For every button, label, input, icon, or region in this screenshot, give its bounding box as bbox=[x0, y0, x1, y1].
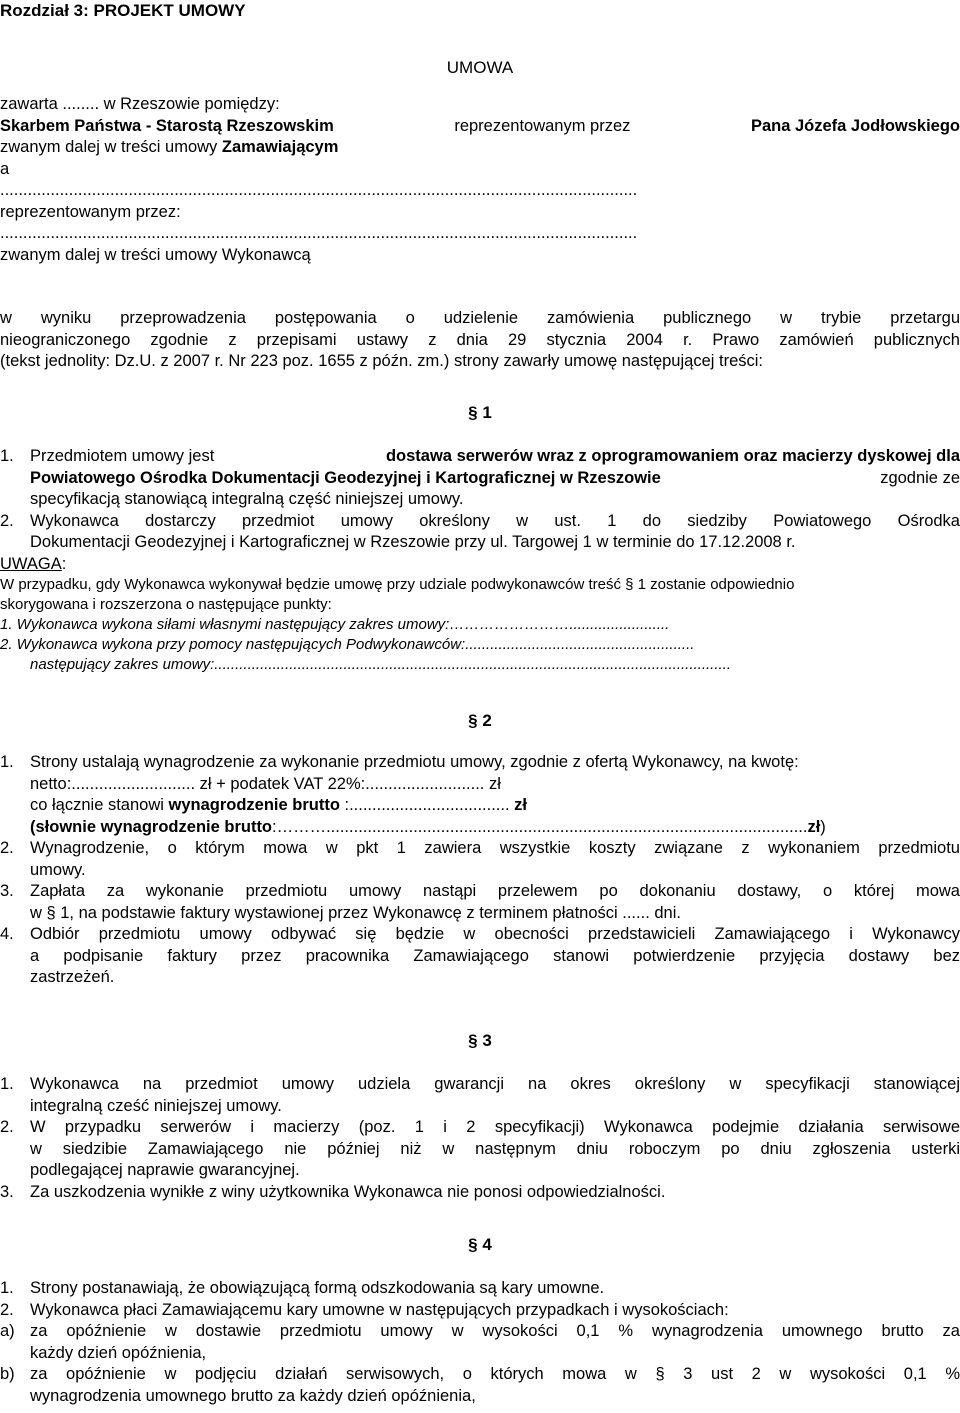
uwaga-note: W przypadku, gdy Wykonawca wykonywał będzie umowę przy udziale podwykonawców treść § 1 zostanie odpowiednio skorygowana i rozszerzona o następujące punkty: 1. Wykonawca wykona siłami własnymi następujący zakres umowy:……………………........................ 2. Wykonawca wykona przy pomocy następujących Podwykonawców:....................................................... następujący zakres umowy:............................................................................................................................ bbox=[0, 576, 795, 673]
section-4-heading: § 4 bbox=[468, 1235, 492, 1254]
list-item: a) za opóźnienie w dostawie przedmiotu umowy w wysokości 0,1 % wynagrodzenia umownego brutto za każdy dzień opóźnienia, bbox=[0, 1322, 960, 1362]
list-item: 2. Wykonawca płaci Zamawiającemu kary umowne w następujących przypadkach i wysokościach: bbox=[0, 1300, 729, 1319]
list-item: 2. W przypadku serwerów i macierzy (poz. 1 i 2 specyfikacji) Wykonawca podejmie działania serwisowe w siedzibie Zamawiającego nie później niż w następnym dniu roboczym po dniu zgłoszenia usterki podlegającej naprawie gwarancyjnej. bbox=[0, 1118, 960, 1179]
list-item: 1. Strony ustalają wynagrodzenie za wykonanie przedmiotu umowy, zgodnie z ofertą Wykonawcy, na kwotę: netto:........................... zł + podatek VAT 22%:.......................... zł co łącznie stanowi wynagrodzenie brutto :................................... zł (słownie wynagrodzenie brutto:……….........................................................................................................zł) bbox=[0, 753, 826, 836]
list-item: 1. Strony postanawiają, że obowiązującą formą odszkodowania są kary umowne. bbox=[0, 1279, 605, 1297]
intro-paragraph: w wyniku przeprowadzenia postępowania o udzielenie zamówienia publicznego w trybie przetargu nieograniczonego zgodnie z przepisami ustawy z dnia 29 stycznia 2004 r. Prawo zamówień publicznych (tekst jednolity: Dz.U. z 2007 r. Nr 223 poz. 1655 z późn. zm.) strony zawarły umowę następującej treści: bbox=[0, 309, 960, 370]
list-item: 3. Za uszkodzenia wynikłe z winy użytkownika Wykonawca nie ponosi odpowiedzialności. bbox=[0, 1182, 666, 1201]
uwaga-label: UWAGA: bbox=[0, 554, 67, 573]
section-1-heading: § 1 bbox=[468, 403, 492, 422]
list-item: 2. Wykonawca dostarczy przedmiot umowy określony w ust. 1 do siedziby Powiatowego Ośrodka Dokumentacji Geodezyjnej i Kartograficznej w Rzeszowie przy ul. Targowej 1 w terminie do 17.12.2008 r. bbox=[0, 511, 960, 551]
document-title: UMOWA bbox=[446, 58, 514, 77]
list-item: 1. Przedmiotem umowy jest dostawa serwerów wraz z oprogramowaniem oraz macierzy dyskowej dla Powiatowego Ośrodka Dokumentacji Geodezyjnej i Kartograficznej w Rzeszowie zgodnie ze specyfikacją stanowiącą integralną część niniejszej umowy. bbox=[0, 447, 960, 508]
section-3-heading: § 3 bbox=[468, 1031, 492, 1050]
section-2 bbox=[0, 752, 960, 989]
section-2-heading: § 2 bbox=[468, 711, 492, 730]
list-item: 3. Zapłata za wykonanie przedmiotu umowy nastąpi przelewem po dokonaniu dostawy, o której mowa w § 1, na podstawie faktury wystawionej przez Wykonawcę z terminem płatności ...... dni. bbox=[0, 882, 960, 922]
chapter-title: Rozdział 3: PROJEKT UMOWY bbox=[0, 1, 246, 20]
list-item: 4. Odbiór przedmiotu umowy odbywać się będzie w obecności przedstawicieli Zamawiającego i Wykonawcy a podpisanie faktury przez pracownika Zamawiającego stanowi potwierdzenie przyjęcia dostawy bez zastrzeżeń. bbox=[0, 925, 960, 986]
list-item: b) za opóźnienie w podjęciu działań serwisowych, o których mowa w § 3 ust 2 w wysokości 0,1 % wynagrodzenia umownego brutto za każdy dzień opóźnienia, bbox=[0, 1365, 960, 1405]
section-4 bbox=[0, 1278, 960, 1407]
section-1 bbox=[0, 446, 960, 675]
intro-section: zawarta ........ w Rzeszowie pomiędzy: Skarbem Państwa - Starostą Rzeszowskim reprezentowanym przez Pana Józefa Jodłowskiego zwanym dalej w treści umowy Zamawiającym a ........................................................................................................................................... reprezentowanym przez: ........................................................................................................................................... zwanym dalej w treści umowy Wykonawcą bbox=[0, 95, 960, 264]
list-item: 1. Wykonawca na przedmiot umowy udziela gwarancji na okres określony w specyfikacji stanowiącej integralną cześć niniejszej umowy. bbox=[0, 1075, 960, 1115]
list-item: 2. Wynagrodzenie, o którym mowa w pkt 1 zawiera wszystkie koszty związane z wykonaniem przedmiotu umowy. bbox=[0, 839, 960, 879]
section-3 bbox=[0, 1074, 960, 1203]
